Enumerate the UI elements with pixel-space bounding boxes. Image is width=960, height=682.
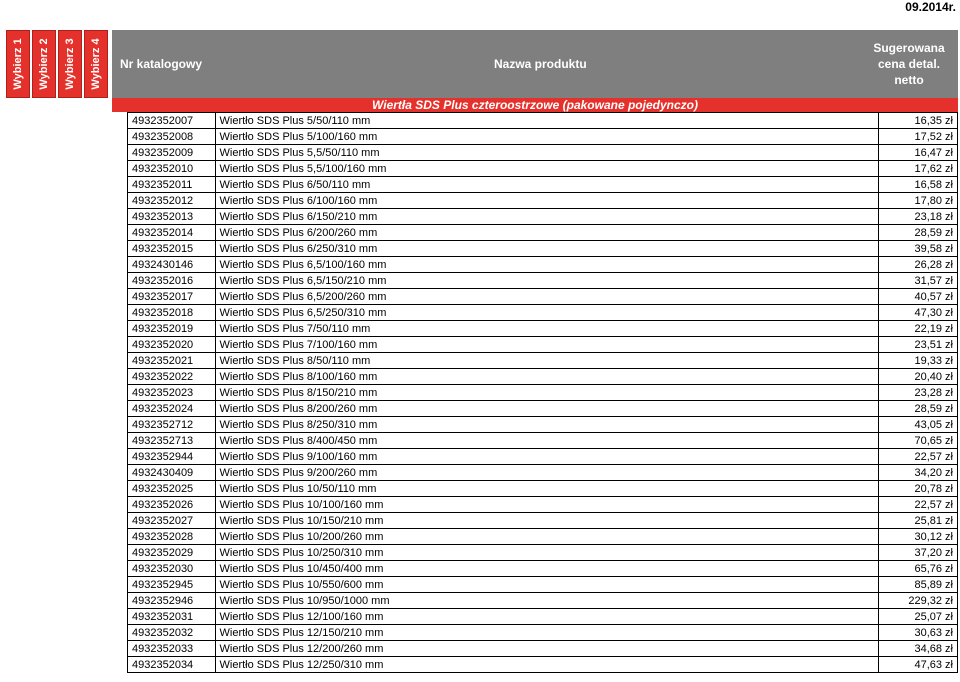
header-suggested-price	[864, 40, 954, 88]
catalog-number-cell: 4932352018	[128, 305, 216, 321]
product-table	[127, 112, 958, 673]
catalog-number-cell: 4932352007	[128, 113, 216, 129]
price-cell: 34,68 zł	[878, 641, 958, 657]
table-row	[128, 465, 958, 481]
catalog-number-cell: 4932352014	[128, 225, 216, 241]
product-name-cell: Wiertło SDS Plus 7/50/110 mm	[215, 321, 878, 337]
price-cell: 17,80 zł	[878, 193, 958, 209]
table-row	[128, 641, 958, 657]
catalog-number-cell: 4932352020	[128, 337, 216, 353]
table-row	[128, 289, 958, 305]
price-cell: 20,40 zł	[878, 369, 958, 385]
product-name-cell: Wiertło SDS Plus 6,5/150/210 mm	[215, 273, 878, 289]
table-row	[128, 481, 958, 497]
price-cell: 20,78 zł	[878, 481, 958, 497]
product-name-cell: Wiertło SDS Plus 6,5/100/160 mm	[215, 257, 878, 273]
price-cell: 28,59 zł	[878, 401, 958, 417]
table-row	[128, 321, 958, 337]
catalog-number-cell: 4932352008	[128, 129, 216, 145]
price-cell: 70,65 zł	[878, 433, 958, 449]
price-cell: 23,28 zł	[878, 385, 958, 401]
catalog-number-cell: 4932352712	[128, 417, 216, 433]
table-row	[128, 433, 958, 449]
product-name-cell: Wiertło SDS Plus 10/150/210 mm	[215, 513, 878, 529]
header-price-line: cena detal.	[877, 57, 941, 71]
price-cell: 22,57 zł	[878, 497, 958, 513]
price-cell: 30,63 zł	[878, 625, 958, 641]
product-name-cell: Wiertło SDS Plus 10/550/600 mm	[215, 577, 878, 593]
product-name-cell: Wiertło SDS Plus 9/200/260 mm	[215, 465, 878, 481]
product-name-cell: Wiertło SDS Plus 5/100/160 mm	[215, 129, 878, 145]
catalog-number-cell: 4932352945	[128, 577, 216, 593]
price-cell: 34,20 zł	[878, 465, 958, 481]
table-row	[128, 513, 958, 529]
price-cell: 30,12 zł	[878, 529, 958, 545]
catalog-number-cell: 4932352713	[128, 433, 216, 449]
table-row	[128, 193, 958, 209]
header-product-name: Nazwa produktu	[494, 57, 587, 71]
price-cell: 25,81 zł	[878, 513, 958, 529]
table-row	[128, 529, 958, 545]
price-cell: 19,33 zł	[878, 353, 958, 369]
tab-label: Wybierz 1	[12, 38, 24, 90]
product-name-cell: Wiertło SDS Plus 5,5/100/160 mm	[215, 161, 878, 177]
product-name-cell: Wiertło SDS Plus 10/50/110 mm	[215, 481, 878, 497]
catalog-number-cell: 4932352010	[128, 161, 216, 177]
product-name-cell: Wiertło SDS Plus 12/200/260 mm	[215, 641, 878, 657]
catalog-number-cell: 4932352017	[128, 289, 216, 305]
header-catalog-number: Nr katalogowy	[120, 57, 203, 71]
table-row	[128, 257, 958, 273]
table-row	[128, 225, 958, 241]
table-row	[128, 401, 958, 417]
price-cell: 16,47 zł	[878, 145, 958, 161]
product-name-cell: Wiertło SDS Plus 10/100/160 mm	[215, 497, 878, 513]
product-name-cell: Wiertło SDS Plus 8/200/260 mm	[215, 401, 878, 417]
catalog-number-cell: 4932352034	[128, 657, 216, 673]
product-name-cell: Wiertło SDS Plus 6/250/310 mm	[215, 241, 878, 257]
price-cell: 16,35 zł	[878, 113, 958, 129]
table-row	[128, 305, 958, 321]
tab-wybierz-1[interactable]	[6, 30, 30, 98]
table-row	[128, 497, 958, 513]
table-header	[112, 30, 958, 98]
product-name-cell: Wiertło SDS Plus 12/250/310 mm	[215, 657, 878, 673]
table-row	[128, 273, 958, 289]
price-cell: 65,76 zł	[878, 561, 958, 577]
table-row	[128, 177, 958, 193]
price-cell: 16,58 zł	[878, 177, 958, 193]
table-row	[128, 625, 958, 641]
product-name-cell: Wiertło SDS Plus 10/950/1000 mm	[215, 593, 878, 609]
catalog-number-cell: 4932352026	[128, 497, 216, 513]
product-name-cell: Wiertło SDS Plus 8/250/310 mm	[215, 417, 878, 433]
table-row	[128, 161, 958, 177]
table-row	[128, 545, 958, 561]
price-cell: 47,30 zł	[878, 305, 958, 321]
price-cell: 43,05 zł	[878, 417, 958, 433]
product-name-cell: Wiertło SDS Plus 6,5/250/310 mm	[215, 305, 878, 321]
product-name-cell: Wiertło SDS Plus 8/400/450 mm	[215, 433, 878, 449]
price-cell: 39,58 zł	[878, 241, 958, 257]
catalog-number-cell: 4932352022	[128, 369, 216, 385]
price-cell: 28,59 zł	[878, 225, 958, 241]
table-row	[128, 209, 958, 225]
price-cell: 22,19 zł	[878, 321, 958, 337]
catalog-number-cell: 4932352946	[128, 593, 216, 609]
product-name-cell: Wiertło SDS Plus 6/50/110 mm	[215, 177, 878, 193]
price-cell: 37,20 zł	[878, 545, 958, 561]
product-name-cell: Wiertło SDS Plus 5,5/50/110 mm	[215, 145, 878, 161]
price-cell: 23,51 zł	[878, 337, 958, 353]
product-name-cell: Wiertło SDS Plus 10/200/260 mm	[215, 529, 878, 545]
catalog-number-cell: 4932352019	[128, 321, 216, 337]
product-name-cell: Wiertło SDS Plus 6/100/160 mm	[215, 193, 878, 209]
section-title: Wiertła SDS Plus czteroostrzowe (pakowane pojedynczo)	[112, 98, 958, 112]
table-row	[128, 353, 958, 369]
tab-label: Wybierz 4	[90, 38, 102, 90]
product-name-cell: Wiertło SDS Plus 7/100/160 mm	[215, 337, 878, 353]
document-date: 09.2014r.	[905, 0, 956, 14]
table-row	[128, 609, 958, 625]
catalog-number-cell: 4932352013	[128, 209, 216, 225]
tab-wybierz-3[interactable]	[58, 30, 82, 98]
catalog-number-cell: 4932352025	[128, 481, 216, 497]
product-name-cell: Wiertło SDS Plus 5/50/110 mm	[215, 113, 878, 129]
catalog-number-cell: 4932352015	[128, 241, 216, 257]
header-price-line: netto	[894, 73, 924, 87]
filter-tabs	[6, 30, 108, 98]
price-cell: 17,52 zł	[878, 129, 958, 145]
product-name-cell: Wiertło SDS Plus 12/100/160 mm	[215, 609, 878, 625]
product-name-cell: Wiertło SDS Plus 6/150/210 mm	[215, 209, 878, 225]
catalog-number-cell: 4932352012	[128, 193, 216, 209]
catalog-number-cell: 4932352031	[128, 609, 216, 625]
catalog-number-cell: 4932352028	[128, 529, 216, 545]
product-name-cell: Wiertło SDS Plus 6/200/260 mm	[215, 225, 878, 241]
price-cell: 23,18 zł	[878, 209, 958, 225]
catalog-number-cell: 4932352027	[128, 513, 216, 529]
table-row	[128, 145, 958, 161]
catalog-number-cell: 4932352023	[128, 385, 216, 401]
price-cell: 26,28 zł	[878, 257, 958, 273]
price-cell: 40,57 zł	[878, 289, 958, 305]
table-row	[128, 129, 958, 145]
product-name-cell: Wiertło SDS Plus 8/150/210 mm	[215, 385, 878, 401]
table-row	[128, 337, 958, 353]
header-price-line: Sugerowana	[873, 41, 945, 55]
tab-wybierz-4[interactable]	[84, 30, 108, 98]
catalog-number-cell: 4932352011	[128, 177, 216, 193]
catalog-number-cell: 4932352033	[128, 641, 216, 657]
table-row	[128, 577, 958, 593]
product-name-cell: Wiertło SDS Plus 12/150/210 mm	[215, 625, 878, 641]
table-row	[128, 369, 958, 385]
catalog-number-cell: 4932352032	[128, 625, 216, 641]
price-cell: 229,32 zł	[878, 593, 958, 609]
product-name-cell: Wiertło SDS Plus 10/450/400 mm	[215, 561, 878, 577]
table-row	[128, 561, 958, 577]
catalog-number-cell: 4932430146	[128, 257, 216, 273]
table-row	[128, 417, 958, 433]
price-cell: 85,89 zł	[878, 577, 958, 593]
price-cell: 47,63 zł	[878, 657, 958, 673]
catalog-number-cell: 4932352009	[128, 145, 216, 161]
price-cell: 17,62 zł	[878, 161, 958, 177]
price-cell: 25,07 zł	[878, 609, 958, 625]
table-row	[128, 657, 958, 673]
table-row	[128, 593, 958, 609]
product-name-cell: Wiertło SDS Plus 8/100/160 mm	[215, 369, 878, 385]
tab-wybierz-2[interactable]	[32, 30, 56, 98]
catalog-number-cell: 4932352944	[128, 449, 216, 465]
catalog-number-cell: 4932352021	[128, 353, 216, 369]
price-cell: 22,57 zł	[878, 449, 958, 465]
product-name-cell: Wiertło SDS Plus 9/100/160 mm	[215, 449, 878, 465]
table-row	[128, 113, 958, 129]
table-row	[128, 449, 958, 465]
price-cell: 31,57 zł	[878, 273, 958, 289]
catalog-number-cell: 4932430409	[128, 465, 216, 481]
catalog-number-cell: 4932352029	[128, 545, 216, 561]
table-row	[128, 385, 958, 401]
product-name-cell: Wiertło SDS Plus 8/50/110 mm	[215, 353, 878, 369]
table-row	[128, 241, 958, 257]
tab-label: Wybierz 2	[38, 38, 50, 90]
product-name-cell: Wiertło SDS Plus 10/250/310 mm	[215, 545, 878, 561]
catalog-number-cell: 4932352030	[128, 561, 216, 577]
product-table-body	[128, 113, 958, 673]
tab-label: Wybierz 3	[64, 38, 76, 90]
product-name-cell: Wiertło SDS Plus 6,5/200/260 mm	[215, 289, 878, 305]
catalog-number-cell: 4932352024	[128, 401, 216, 417]
catalog-number-cell: 4932352016	[128, 273, 216, 289]
